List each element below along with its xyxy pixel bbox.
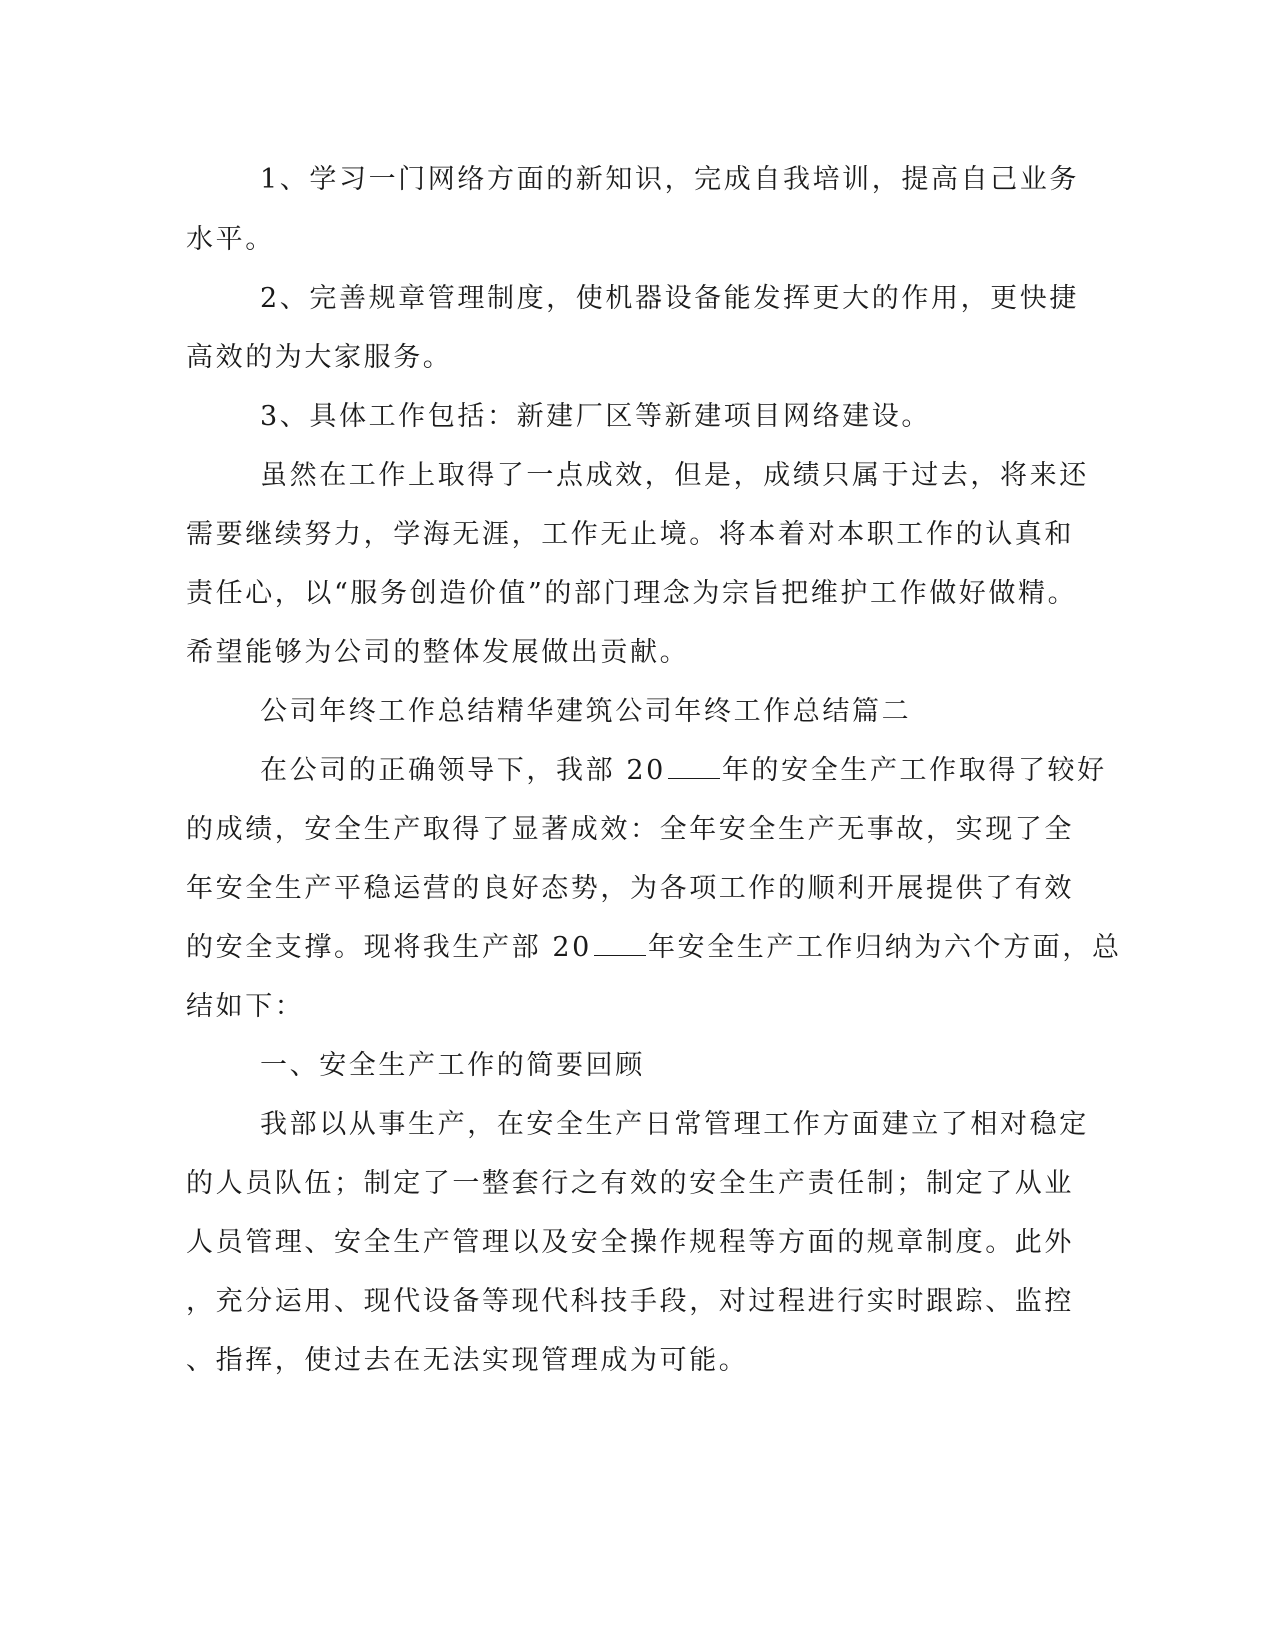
- fill-in-blank: [594, 933, 646, 956]
- paragraph-line: 希望能够为公司的整体发展做出贡献。: [186, 637, 690, 668]
- paragraph-line: ，充分运用、现代设备等现代科技手段，对过程进行实时跟踪、监控: [186, 1286, 1074, 1317]
- paragraph-line: [186, 931, 1122, 965]
- paragraph-line: 的人员队伍；制定了一整套行之有效的安全生产责任制；制定了从业: [186, 1168, 1074, 1199]
- paragraph-line: 的成绩，安全生产取得了显著成效：全年安全生产无事故，实现了全: [186, 814, 1074, 845]
- paragraph-line: 我部以从事生产，在安全生产日常管理工作方面建立了相对稳定: [260, 1109, 1089, 1140]
- list-item-1: 1、学习一门网络方面的新知识，完成自我培训，提高自己业务: [260, 164, 1079, 195]
- section-heading: 公司年终工作总结精华建筑公司年终工作总结篇二: [260, 696, 912, 727]
- paragraph-line: 、指挥，使过去在无法实现管理成为可能。: [186, 1345, 749, 1376]
- list-item-3: 3、具体工作包括：新建厂区等新建项目网络建设。: [260, 401, 931, 432]
- list-item-2-cont: 高效的为大家服务。: [186, 342, 453, 373]
- text-segment: 年安全生产工作归纳为六个方面，总: [647, 932, 1122, 963]
- subsection-heading: 一、安全生产工作的简要回顾: [260, 1050, 645, 1081]
- paragraph-line: 虽然在工作上取得了一点成效，但是，成绩只属于过去，将来还: [260, 460, 1089, 491]
- text-segment: 的安全支撑。现将我生产部 20: [186, 932, 592, 963]
- list-item-2: 2、完善规章管理制度，使机器设备能发挥更大的作用，更快捷: [260, 283, 1079, 314]
- paragraph-line: 需要继续努力，学海无涯，工作无止境。将本着对本职工作的认真和: [186, 519, 1074, 550]
- paragraph-line: 年安全生产平稳运营的良好态势，为各项工作的顺利开展提供了有效: [186, 873, 1074, 904]
- text-segment: 年的安全生产工作取得了较好: [721, 755, 1107, 786]
- paragraph-line: 结如下：: [186, 991, 305, 1022]
- paragraph-line: 人员管理、安全生产管理以及安全操作规程等方面的规章制度。此外: [186, 1227, 1074, 1258]
- fill-in-blank: [668, 756, 720, 779]
- list-item-1-cont: 水平。: [186, 224, 275, 255]
- paragraph-line: [260, 754, 1107, 788]
- paragraph-line: 责任心，以“服务创造价值”的部门理念为宗旨把维护工作做好做精。: [186, 578, 1078, 609]
- text-segment: 在公司的正确领导下，我部 20: [260, 755, 666, 786]
